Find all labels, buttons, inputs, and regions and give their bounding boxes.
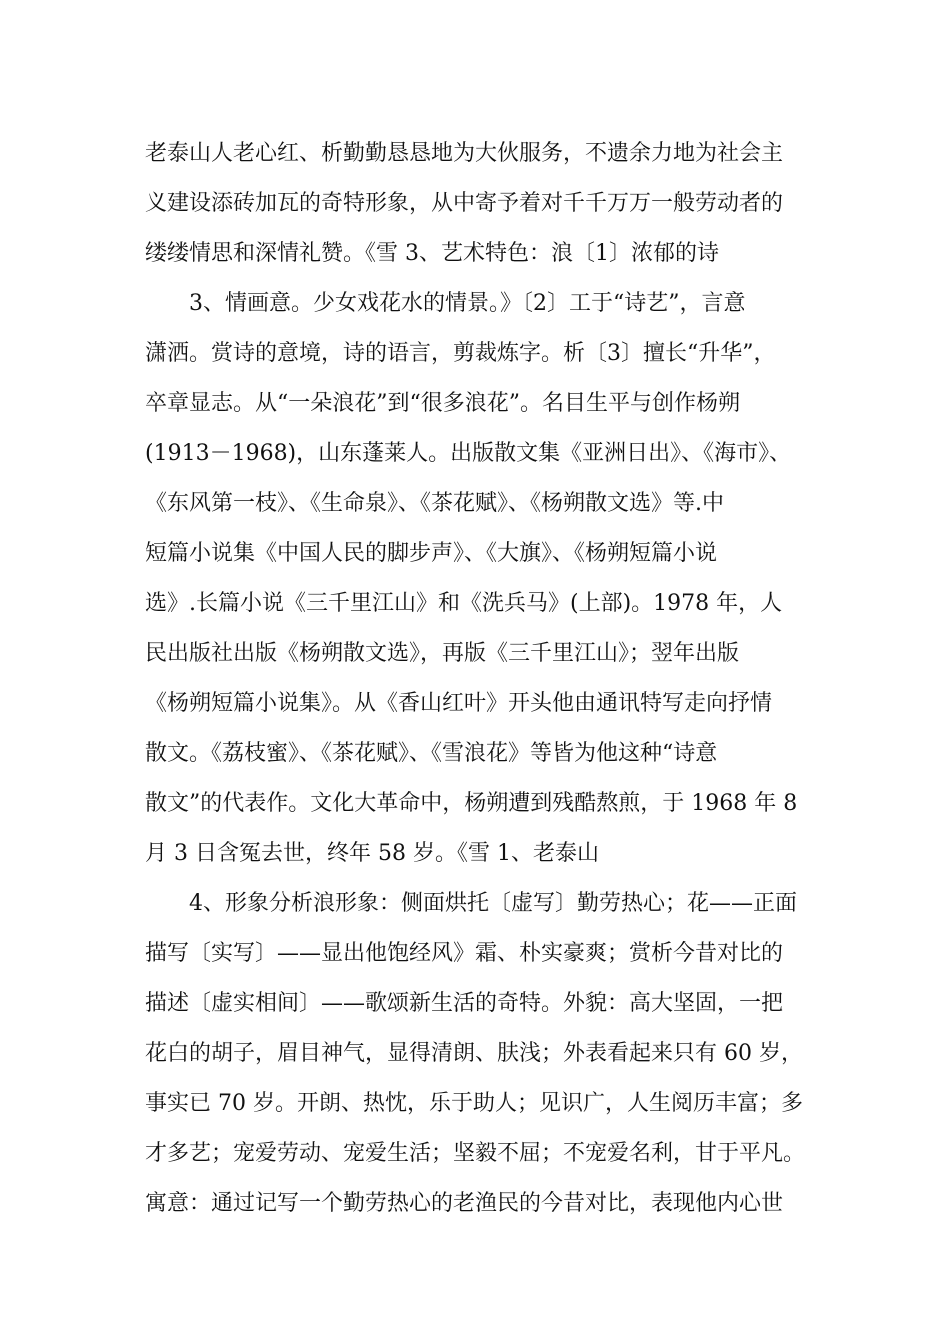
text-line: 花白的胡子，眉目神气，显得清朗、肤浅；外表看起来只有 60 岁， — [145, 1041, 803, 1066]
text-line: 事实已 70 岁。开朗、热忱，乐于助人；见识广，人生阅历丰富；多 — [145, 1091, 803, 1116]
text-line: 《杨朔短篇小说集》。从《香山红叶》开头他由通讯特写走向抒情 — [145, 691, 773, 716]
text-line: 月 3 日含冤去世，终年 58 岁。《雪 1、老泰山 — [145, 841, 599, 866]
text-line: 散文”的代表作。文化大革命中，杨朔遭到残酷熬煎，于 1968 年 8 — [145, 791, 798, 816]
paragraph-start-line: 3、情画意。少女戏花水的情景。》〔2〕工于“诗艺”，言意 — [189, 291, 746, 316]
text-line: 寓意：通过记写一个勤劳热心的老渔民的今昔对比，表现他内心世 — [145, 1191, 784, 1216]
text-line: 选》.长篇小说《三千里江山》和《洗兵马》(上部)。1978 年，人 — [145, 591, 783, 616]
text-line: 描写〔实写〕——显出他饱经风》霜、朴实豪爽；赏析今昔对比的 — [145, 941, 784, 966]
text-line: 民出版社出版《杨朔散文选》，再版《三千里江山》；翌年出版 — [145, 641, 740, 666]
text-line: 《东风第一枝》、《生命泉》、《茶花赋》、《杨朔散文选》等.中 — [145, 491, 724, 516]
text-line: 潇洒。赏诗的意境，诗的语言，剪裁炼字。析〔3〕擅长“升华”， — [145, 341, 776, 366]
text-line: 义建设添砖加瓦的奇特形象，从中寄予着对千千万万一般劳动者的 — [145, 191, 784, 216]
text-line: 短篇小说集《中国人民的脚步声》、《大旗》、《杨朔短篇小说 — [145, 541, 718, 566]
text-line: 描述〔虚实相间〕——歌颂新生活的奇特。外貌：高大坚固，一把 — [145, 991, 784, 1016]
body-text — [145, 129, 825, 1229]
text-line: 卒章显志。从“一朵浪花”到“很多浪花”。名目生平与创作杨朔 — [145, 391, 740, 416]
text-line: 老泰山人老心红、析勤勤恳恳地为大伙服务，不遗余力地为社会主 — [145, 141, 784, 166]
text-line: 才多艺；宠爱劳动、宠爱生活；坚毅不屈；不宠爱名利，甘于平凡。 — [145, 1141, 806, 1166]
text-line: 散文。《荔枝蜜》、《茶花赋》、《雪浪花》等皆为他这种“诗意 — [145, 741, 718, 766]
text-line: (1913－1968)，山东蓬莱人。出版散文集《亚洲日出》、《海市》、 — [145, 441, 792, 466]
text-line: 缕缕情思和深情礼赞。《雪 3、艺术特色：浪〔1〕浓郁的诗 — [145, 241, 719, 266]
paragraph-start-line: 4、形象分析浪形象：侧面烘托〔虚写〕勤劳热心；花——正面 — [189, 891, 797, 916]
